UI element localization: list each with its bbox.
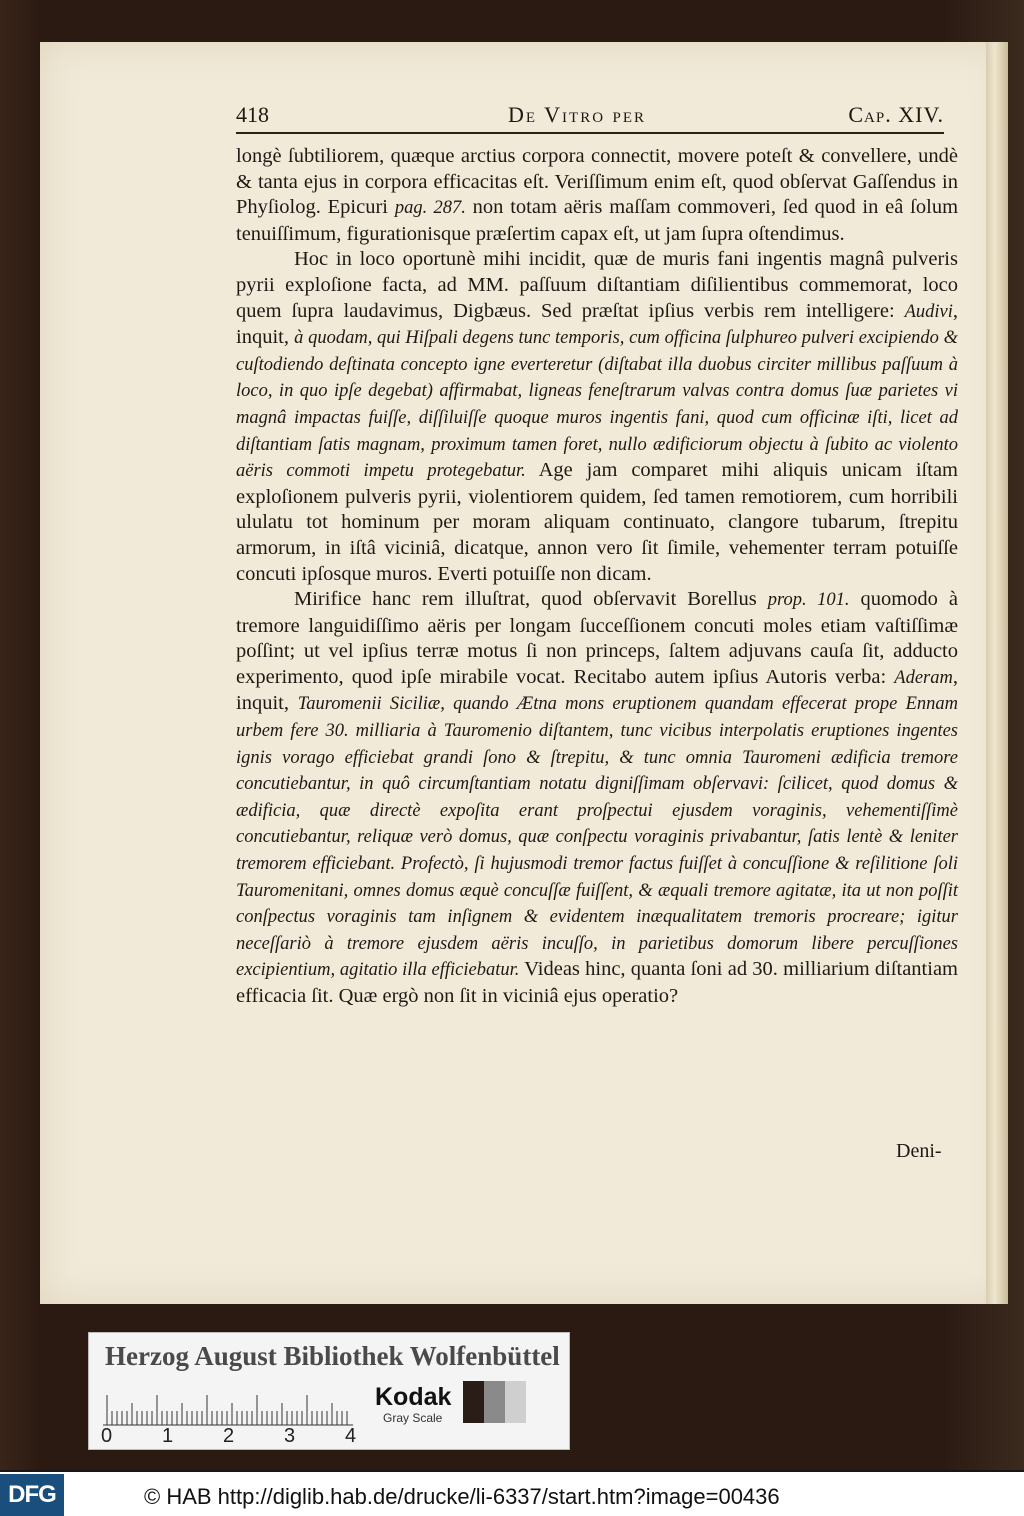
italic-text: Audivi (904, 301, 953, 322)
ruler-scale (103, 1387, 353, 1427)
paragraph (236, 587, 958, 1010)
dfg-logo: DFG (0, 1474, 64, 1516)
scale-number: 4 (345, 1425, 357, 1447)
scale-number: 0 (101, 1425, 113, 1447)
chapter-label: Cap. XIV. (848, 102, 944, 127)
text-run: Hoc in loco oportunè mihi incidit, quæ de muris fani ingentis magnâ pulveris pyrii exploſione facta, ad MM. paſſuum diſtantiam diſilientibus commemorat, loco quem ſupra laudavimus, Digbæus. Sed præſtat ipſius verbis rem intelligere: (236, 248, 958, 322)
italic-text: pag. 287. (394, 198, 466, 219)
text-run: , inquit, (236, 299, 958, 349)
gray-swatch (505, 1381, 526, 1423)
page-edge (986, 42, 1008, 1304)
paragraph (236, 144, 958, 247)
running-head (236, 102, 944, 136)
kodak-logo: Kodak (375, 1383, 452, 1411)
italic-text: Tauromenii Siciliæ, quando Ætna mons eruptionem quandam effecerat prope Ennam urbem fere 30. milliaria à Tauromenio diſtantem, tunc vicibus interpolatis eruptiones ingentes ignis vorago efficiebat grandi ſono & ſtrepitu, & tunc omnia Tauromeni ædificia tremore concutiebantur, in quô circumſtantiam notatu digniſſimam obſervavi: ſcilicet, quod domus & ædificia, quæ directè expoſita erant proſpectui ejusdem voraginis, vehementiſſimè concutiebantur, reliquæ verò domus, quæ conſpectu voraginis privabantur, ſatis lentè & leniter tremorem efficiebant. Profectò, ſi hujusmodi tremor factus fuiſſet à concuſſione & reſilitione ſoli Tauromenitani, omnes domus æquè concuſſæ fuiſſent, & æquali tremore agitatæ, ita ut non poſſit conſpectus voraginis tam inſignem & evidentem inæqualitatem tremoris procreare; igitur neceſſariò à tremore ejusdem aëris incuſſo, in parietibus domorum libere percuſſiones excipientium, agitatio illa efficiebatur. (236, 694, 958, 981)
gray-swatches (463, 1381, 547, 1423)
text-run: Mirifice hanc rem illuſtrat, quod obſervavit Borellus (294, 588, 768, 611)
running-title: De Vitro per (508, 102, 647, 127)
text-run: longè ſubtiliorem, quæque arctius corpora connectit, movere poteſt & convellere, undè & tanta ejus in corpora efficacitas eſt. Veriſſimum enim eſt, quod obſervat Gaſſendus in Phyſiolog. Epicuri (236, 145, 958, 219)
scale-number: 1 (162, 1425, 174, 1447)
gray-scale-label: Gray Scale (383, 1411, 443, 1425)
text-run: non totam aëris maſſam commoveri, ſed quod in eâ ſolum tenuiſſimum, figurationisque præſertim capax eſt, ut jam ſupra oſtendimus. (236, 196, 959, 245)
catchword: Deni- (896, 1140, 942, 1162)
gray-swatch (463, 1381, 484, 1423)
copyright-link[interactable]: © HAB http://diglib.hab.de/drucke/li-6337/start.htm?image=00436 (144, 1484, 780, 1509)
paragraph (236, 247, 958, 587)
gray-swatch (484, 1381, 505, 1423)
italic-text: à quodam, qui Hiſpali degens tunc temporis, cum officina ſulphureo pulveri excipiendo & cuſtodiendo deſtinata concepto igne everteretur (diſtabat illa duobus circiter millibus paſſuum à loco, in quo ipſe degebat) affirmabat, ligneas feneſtrarum valvas contra domus ſuæ parietes vi magnâ impactas fuiſſe, diſſiluiſſe quoque muros ingentis fani, quod cum officinæ iſti, licet ad diſtantiam ſatis magnam, proximum tamen foret, nullo ædificiorum objectu à ſubito ac violento aëris commoti impetu protegebatur. (236, 328, 959, 482)
italic-text: prop. 101. (767, 590, 850, 611)
header-rule (236, 132, 944, 134)
color-target (88, 1332, 570, 1450)
text-run: Age jam comparet mihi aliquis unicam iſtam exploſionem pulveris pyrii, violentiorem quidem, ſed tamen remotiorem, cum horribili ululatu tot hominum per moram aliquam continuato, clangore tubarum, ſtrepitu armorum, in iſtâ viciniâ, dicatque, annon vero ſit ſimile, vehementer terram potuiſſe concuti ipſosque muros. Everti potuiſſe non dicam. (236, 459, 958, 585)
scale-number: 3 (284, 1425, 296, 1447)
page-number: 418 (236, 102, 269, 127)
body-text (236, 144, 958, 1010)
text-run: quomodo à tremore languidiſſimo aëris per longam ſucceſſionem concuti moles etiam vaſtiſſimæ poſſint; ut vel ipſius terræ motus ſi non princeps, ſaltem adjuvans cauſa ſit, adducto experimento, quod ipſe mirabile vocat. Recitabo autem ipſius Autoris verba: (236, 588, 959, 688)
target-title: Herzog August Bibliothek Wolfenbüttel (105, 1341, 560, 1371)
italic-text: Aderam (894, 667, 953, 688)
text-run: , inquit, (236, 665, 958, 715)
scale-number: 2 (223, 1425, 235, 1447)
text-run: Videas hinc, quanta ſoni ad 30. milliarium diſtantiam efficacia ſit. Quæ ergò non ſit in viciniâ ejus operatio? (236, 958, 958, 1007)
gray-swatch (526, 1381, 547, 1423)
